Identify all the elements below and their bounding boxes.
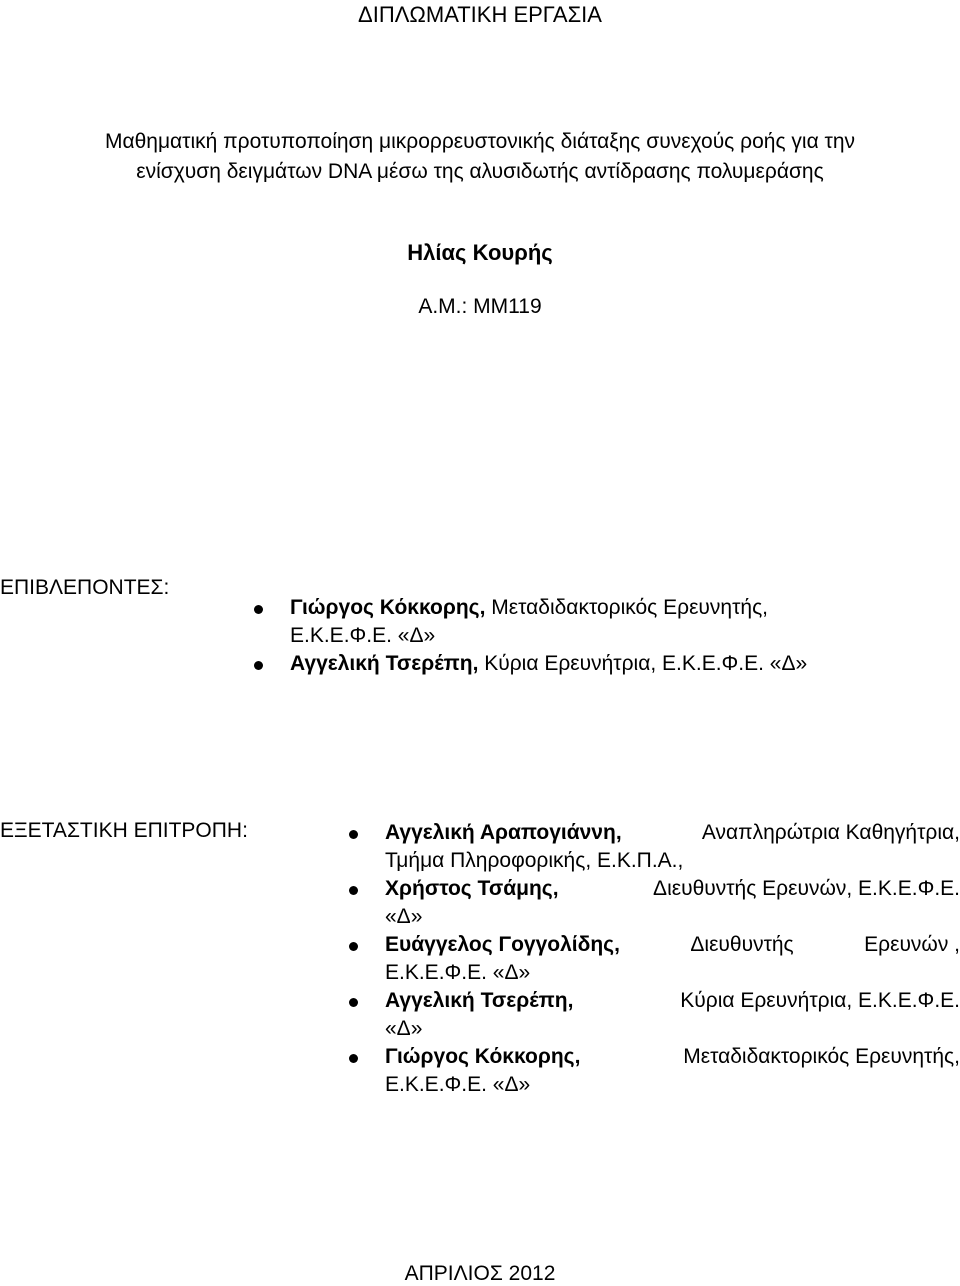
supervisor-item: [290, 650, 850, 678]
bullet-icon: [349, 1054, 358, 1063]
bullet-icon: [254, 605, 263, 614]
supervisor-line: [290, 650, 850, 678]
submission-date: ΑΠΡΙΛΙΟΣ 2012: [404, 1262, 556, 1285]
thesis-heading: ΔΙΠΛΩΜΑΤΙΚΗ ΕΡΓΑΣΙΑ: [358, 2, 602, 27]
committee-member-name: Αγγελική Αραπογιάννη,: [385, 821, 622, 844]
bullet-icon: [349, 942, 358, 951]
thesis-title-line-1: Μαθηματική προτυποποίηση μικρορρευστονικής διάταξης συνεχούς ροής για την: [104, 130, 856, 153]
committee-member-role-a: Διευθυντής: [690, 933, 794, 956]
supervisor-affiliation: Ε.Κ.Ε.Φ.Ε. «Δ»: [290, 624, 436, 647]
supervisors-label: ΕΠΙΒΛΕΠΟΝΤΕΣ:: [0, 576, 170, 599]
committee-line: [385, 875, 960, 903]
committee-member-name: Ευάγγελος Γογγολίδης,: [385, 933, 620, 956]
supervisors-list: [290, 594, 850, 678]
committee-member-role: Διευθυντής Ερευνών, Ε.Κ.Ε.Φ.Ε.: [653, 877, 960, 900]
committee-item: [385, 875, 960, 931]
committee-member-name: Χρήστος Τσάμης,: [385, 877, 559, 900]
committee-item: [385, 819, 960, 875]
bullet-icon: [254, 661, 263, 670]
committee-member-affiliation: Τμήμα Πληροφορικής, Ε.Κ.Π.Α.,: [385, 849, 684, 872]
committee-member-role: Μεταδιδακτορικός Ερευνητής,: [683, 1045, 960, 1068]
supervisor-name: Αγγελική Τσερέπη,: [290, 652, 479, 675]
supervisor-role: Μεταδιδακτορικός Ερευνητής,: [491, 596, 769, 619]
committee-member-role: Κύρια Ερευνήτρια, Ε.Κ.Ε.Φ.Ε.: [680, 989, 960, 1012]
committee-label: ΕΞΕΤΑΣΤΙΚΗ ΕΠΙΤΡΟΠΗ:: [0, 819, 248, 842]
committee-item: [385, 931, 960, 987]
committee-member-affiliation: «Δ»: [385, 1017, 423, 1040]
bullet-icon: [349, 830, 358, 839]
committee-member-name: Αγγελική Τσερέπη,: [385, 989, 574, 1012]
supervisor-role: Κύρια Ερευνήτρια, Ε.Κ.Ε.Φ.Ε. «Δ»: [484, 652, 808, 675]
committee-member-role: Αναπληρώτρια Καθηγήτρια,: [701, 821, 960, 844]
author-name-text: Ηλίας Κουρής: [407, 240, 553, 265]
committee-member-affiliation: Ε.Κ.Ε.Φ.Ε. «Δ»: [385, 1073, 531, 1096]
supervisor-item: [290, 594, 850, 650]
committee-line: [385, 931, 960, 959]
supervisor-name: Γιώργος Κόκκορης,: [290, 596, 486, 619]
committee-item: [385, 1043, 960, 1099]
committee-line: [385, 819, 960, 847]
author-name: [0, 240, 960, 266]
registration-number: Α.Μ.: ΜΜ119: [418, 295, 542, 318]
committee-member-role-b: Ερευνών ,: [864, 933, 960, 956]
bullet-icon: [349, 886, 358, 895]
committee-member-affiliation: Ε.Κ.Ε.Φ.Ε. «Δ»: [385, 961, 531, 984]
supervisor-line: [290, 594, 850, 622]
committee-member-name: Γιώργος Κόκκορης,: [385, 1045, 581, 1068]
thesis-title: [0, 127, 960, 187]
committee-line: [385, 1043, 960, 1071]
thesis-title-line-2: ενίσχυση δειγμάτων DNA μέσω της αλυσιδωτής αντίδρασης πολυμεράσης: [136, 160, 824, 183]
committee-member-affiliation: «Δ»: [385, 905, 423, 928]
committee-line: [385, 987, 960, 1015]
committee-list: [385, 819, 960, 1099]
bullet-icon: [349, 998, 358, 1007]
committee-item: [385, 987, 960, 1043]
